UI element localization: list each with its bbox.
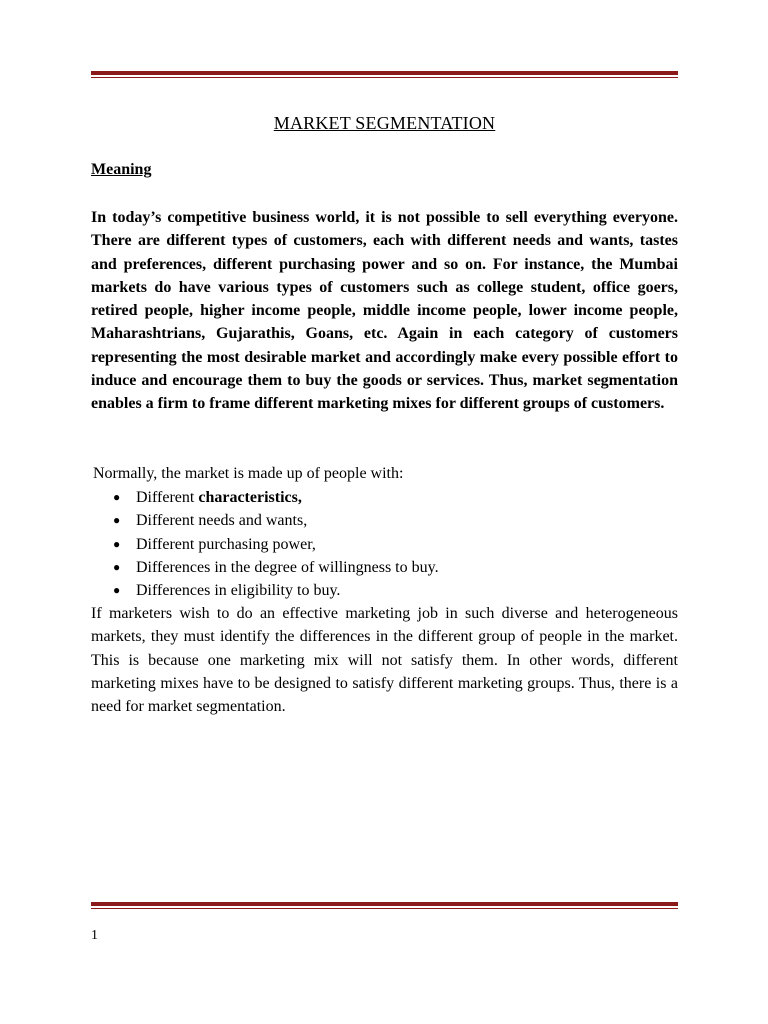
bullet-icon: ●: [113, 536, 121, 551]
segmentation-paragraph: If marketers wish to do an effective marketing job in such diverse and heterogeneous markets, they must identify the differences in the different group of people in the market. This is because one marketing mix will not satisfy them. In other words, different marketing mixes have to be designed to satisfy different marketing groups. Thus, there is a need for market segmentation.: [91, 605, 678, 716]
list-item-bold-text: characteristics,: [198, 489, 302, 506]
section-heading: Meaning: [91, 161, 152, 178]
page-title: MARKET SEGMENTATION: [273, 113, 496, 133]
list-item: [113, 486, 439, 509]
list-item: [113, 556, 439, 579]
list-item-text: Differences in the degree of willingness to buy.: [136, 558, 439, 576]
bullet-icon: ●: [113, 490, 121, 504]
footer-rule: [91, 902, 678, 909]
bullet-icon: ●: [113, 513, 121, 528]
bullet-icon: ●: [113, 559, 121, 574]
list-item-text: Different needs and wants,: [136, 512, 308, 530]
footer-rule-thin: [91, 908, 678, 909]
list-intro: Normally, the market is made up of people with:: [93, 465, 404, 482]
characteristics-list: [113, 486, 439, 602]
page-number: 1: [91, 928, 98, 943]
list-item: [113, 579, 439, 602]
list-item-text: Differences in eligibility to buy.: [136, 582, 341, 600]
list-item-text: Different purchasing power,: [136, 535, 316, 553]
list-item: [113, 509, 439, 532]
bullet-icon: ●: [113, 583, 121, 598]
list-item: [113, 533, 439, 556]
header-rule: [91, 71, 678, 78]
meaning-paragraph: In today’s competitive business world, it is not possible to sell everything everyone. There are different types of customers, each with different needs and wants, tastes and preferences, different purchasing power and so on. For instance, the Mumbai markets do have various types of customers such as college student, office goers, retired people, higher income people, middle income people, lower income people, Maharashtrians, Gujarathis, Goans, etc. Again in each category of customers representing the most desirable market and accordingly make every possible effort to induce and encourage them to buy the goods or services. Thus, market segmentation enables a firm to frame different marketing mixes for different groups of customers.: [91, 209, 678, 413]
list-item-text: Different: [136, 489, 199, 506]
header-rule-thin: [91, 77, 678, 78]
